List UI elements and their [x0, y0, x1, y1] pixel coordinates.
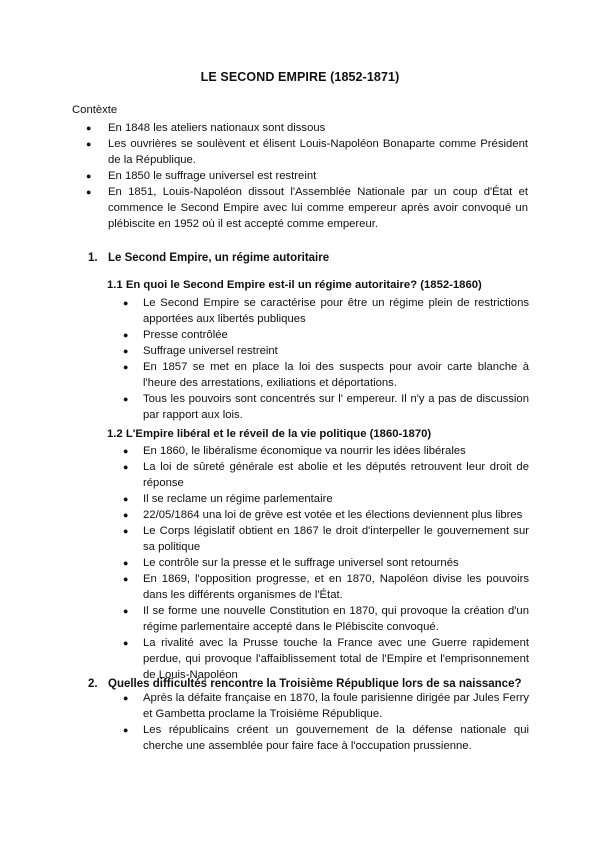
list-item — [123, 443, 529, 459]
context-bullet-list — [86, 120, 528, 232]
list-item — [86, 120, 528, 136]
document-title: LE SECOND EMPIRE (1852-1871) — [200, 70, 400, 84]
list-item-text: En 1860, le libéralisme économique va nourrir les idées libérales — [143, 445, 466, 457]
list-item-text: Tous les pouvoirs sont concentrés sur l' empereur. Il n'y a pas de discussion par rapport aux lois. — [143, 393, 529, 421]
bullet-icon: ● — [123, 394, 129, 404]
section-2-bullet-list — [123, 690, 529, 754]
list-item-text: Suffrage universel restreint — [143, 345, 278, 357]
list-item-text: Après la défaite française en 1870, la foule parisienne dirigée par Jules Ferry et Gambetta proclame la Troisième République. — [143, 692, 529, 720]
bullet-icon: ● — [123, 462, 129, 472]
list-item-text: La loi de sûreté générale est abolie et les députés retrouvent leur droit de réponse — [143, 461, 529, 489]
bullet-icon: ● — [86, 171, 92, 181]
list-item — [123, 391, 529, 423]
bullet-icon: ● — [123, 606, 129, 616]
list-item — [86, 184, 528, 232]
bullet-icon: ● — [123, 362, 129, 372]
list-item — [123, 555, 529, 571]
subsection-1-2-heading: 1.2 L'Empire libéral et le réveil de la vie politique (1860-1870) — [107, 428, 432, 440]
bullet-icon: ● — [123, 725, 129, 735]
section-title: Le Second Empire, un régime autoritaire — [108, 252, 330, 264]
list-item-text: La rivalité avec la Prusse touche la France avec une Guerre rapidement perdue, qui provoque l'affaiblissement total de l'Empire et l'emprisonnement de Louis-Napoléon — [143, 637, 529, 681]
list-item-text: En 1851, Louis-Napoléon dissout l'Assemblée Nationale par un coup d'État et commence le Second Empire avec lui comme empereur après avoir convoqué un plébiscite en 1952 où il est accepté comme empereur. — [108, 186, 528, 230]
list-item-text: Le contrôle sur la presse et le suffrage universel sont retournés — [143, 557, 459, 569]
list-item — [86, 136, 528, 168]
section-title: Quelles difficultés rencontre la Troisième République lors de sa naissance? — [108, 678, 522, 690]
list-item — [123, 635, 529, 683]
bullet-icon: ● — [123, 526, 129, 536]
bullet-icon: ● — [123, 638, 129, 648]
bullet-icon: ● — [86, 187, 92, 197]
bullet-icon: ● — [123, 558, 129, 568]
bullet-icon: ● — [123, 693, 129, 703]
list-item — [123, 690, 529, 722]
bullet-icon: ● — [123, 494, 129, 504]
list-item — [123, 327, 529, 343]
list-item — [123, 571, 529, 603]
list-item — [123, 343, 529, 359]
bullet-icon: ● — [123, 574, 129, 584]
list-item-text: En 1869, l'opposition progresse, et en 1870, Napoléon divise les pouvoirs dans les différents organismes de l'État. — [143, 573, 529, 601]
list-item — [123, 603, 529, 635]
list-item — [86, 168, 528, 184]
list-item — [123, 491, 529, 507]
subsection-1-1-heading: 1.1 En quoi le Second Empire est-il un régime autoritaire? (1852-1860) — [107, 279, 482, 291]
subsection-1-2-bullet-list — [123, 443, 529, 683]
bullet-icon: ● — [123, 346, 129, 356]
list-item — [123, 459, 529, 491]
list-item-text: Il se reclame un régime parlementaire — [143, 493, 333, 505]
bullet-icon: ● — [123, 298, 129, 308]
bullet-icon: ● — [86, 139, 92, 149]
list-item-text: Le Corps législatif obtient en 1867 le droit d'interpeller le gouvernement sur sa politique — [143, 525, 529, 553]
section-number: 2. — [88, 678, 98, 690]
list-item-text: En 1850 le suffrage universel est restreint — [108, 170, 317, 182]
bullet-icon: ● — [123, 446, 129, 456]
bullet-icon: ● — [86, 123, 92, 133]
list-item-text: Le Second Empire se caractérise pour être un régime plein de restrictions apportées aux libertés publiques — [143, 297, 529, 325]
list-item-text: Il se forme une nouvelle Constitution en 1870, qui provoque la création d'un régime parlementaire accepté dans le Plébiscite convoqué. — [143, 605, 529, 633]
list-item-text: Presse contrôlée — [143, 329, 228, 341]
list-item-text: 22/05/1864 una loi de grève est votée et les élections deviennent plus libres — [143, 509, 523, 521]
bullet-icon: ● — [123, 510, 129, 520]
list-item — [123, 507, 529, 523]
list-item — [123, 359, 529, 391]
context-label: Contèxte — [72, 104, 118, 116]
list-item — [123, 295, 529, 327]
section-1-heading — [88, 252, 329, 264]
list-item — [123, 523, 529, 555]
section-number: 1. — [88, 252, 98, 264]
section-2-heading — [88, 678, 522, 690]
bullet-icon: ● — [123, 330, 129, 340]
list-item — [123, 722, 529, 754]
list-item-text: Les ouvrières se soulèvent et élisent Louis-Napoléon Bonaparte comme Président de la République. — [108, 138, 528, 166]
subsection-1-1-bullet-list — [123, 295, 529, 423]
list-item-text: Les républicains créent un gouvernement de la défense nationale qui cherche une assemblée pour faire face à l'occupation prussienne. — [143, 724, 529, 752]
list-item-text: En 1857 se met en place la loi des suspects pour avoir carte blanche à l'heure des arrestations, exiliations et déportations. — [143, 361, 529, 389]
list-item-text: En 1848 les ateliers nationaux sont dissous — [108, 122, 326, 134]
